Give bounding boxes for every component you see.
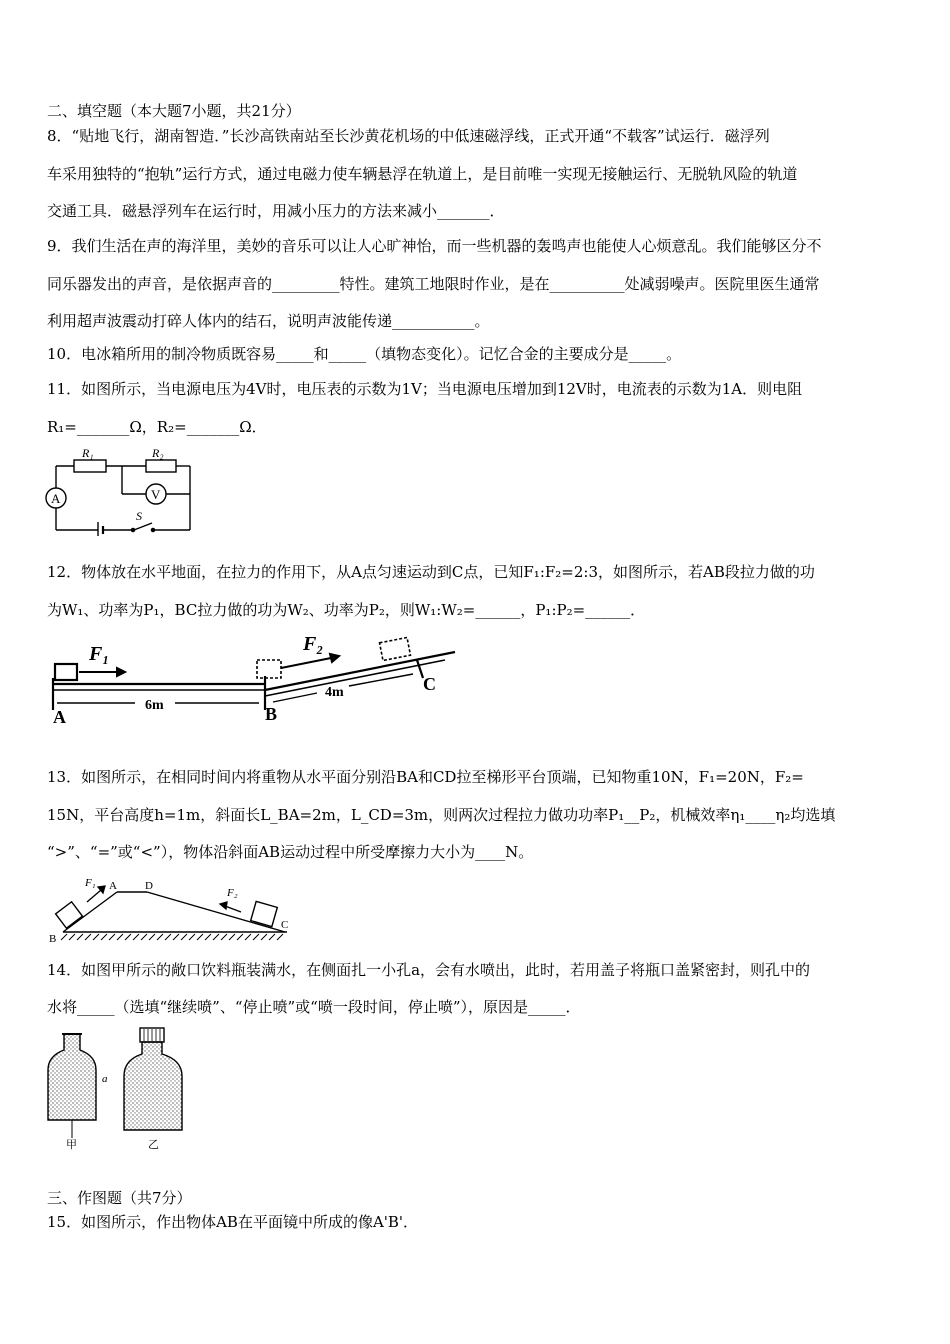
question-15-line-1: 15．如图所示，作出物体AB在平面镜中所成的像A'B'． — [47, 1213, 419, 1231]
label-hole-a: a — [102, 1073, 108, 1085]
question-9-line-3: 利用超声波震动打碎人体内的结石，说明声波能传递___________。 — [47, 312, 490, 330]
label-point-a: A — [109, 880, 117, 892]
question-9-line-2: 同乐器发出的声音，是依据声音的_________特性。建筑工地限时作业，是在__________处减弱噪声。医院里医生通常 — [47, 275, 820, 293]
question-8-line-2: 车采用独特的“抱轨”运行方式，通过电磁力使车辆悬浮在轨道上，是目前唯一实现无接触运行、无脱轨风险的轨道 — [47, 165, 798, 183]
question-14-line-1: 14．如图甲所示的敞口饮料瓶装满水，在侧面扎一小孔a，会有水喷出，此时，若用盖子将瓶口盖紧密封，则孔中的 — [47, 961, 811, 979]
bottle-left — [48, 1034, 96, 1120]
label-ammeter: A — [51, 491, 61, 506]
label-f2: F₂ — [303, 633, 324, 655]
question-13-line-1: 13．如图所示，在相同时间内将重物从水平面分别沿BA和CD拉至梯形平台顶端，已知物重10N，F₁=20N，F₂= — [47, 768, 804, 786]
bottle-right — [124, 1042, 182, 1130]
block-at-b — [257, 660, 281, 678]
label-point-c: C — [423, 674, 436, 694]
label-f1: F₁ — [85, 877, 96, 889]
block-at-a — [55, 664, 77, 680]
section-heading-fill-blank: 二、填空题（本大题7小题，共21分） — [47, 102, 301, 120]
label-f2: F₂ — [227, 887, 238, 899]
label-point-a: A — [53, 707, 66, 725]
label-f1: F₁ — [89, 643, 110, 665]
label-point-b: B — [265, 704, 278, 724]
section-heading-drawing: 三、作图题（共7分） — [47, 1189, 192, 1207]
question-11-line-1: 11．如图所示，当电源电压为4V时，电压表的示数为1V；当电源电压增加到12V时，电流表的示数为1A．则电阻 — [47, 380, 803, 398]
label-point-b: B — [49, 933, 57, 945]
trapezoid-platform-diagram — [45, 868, 295, 946]
question-12-line-2: 为W₁、功率为P₁，BC拉力做的功为W₂、功率为P₂，则W₁:W₂=______，P₁:P₂=______． — [47, 601, 646, 619]
switch-blade — [134, 523, 152, 530]
question-10-line-1: 10．电冰箱所用的制冷物质既容易_____和_____（填物态变化）。记忆合金的主要成分是_____。 — [47, 345, 682, 363]
question-13-line-3: “>”、“=”或“<”），物体沿斜面AB运动过程中所受摩擦力大小为____N。 — [47, 843, 534, 861]
label-r1: R₁ — [82, 446, 94, 460]
question-14-line-2: 水将_____（选填“继续喷”、“停止喷”或“喷一段时间，停止喷”），原因是_____． — [47, 998, 581, 1016]
label-left-bottle: 甲 — [66, 1139, 77, 1151]
bottles-diagram — [40, 1026, 200, 1156]
label-point-c: C — [281, 919, 289, 931]
label-distance-ab: 6m — [145, 698, 164, 713]
resistor-r2 — [146, 460, 176, 472]
label-switch: S — [136, 509, 142, 523]
question-8-line-1: 8．“贴地飞行，湖南智造．”长沙高铁南站至长沙黄花机场的中低速磁浮线，正式开通“不载客”试运行．磁浮列 — [47, 127, 770, 145]
question-12-line-1: 12．物体放在水平地面，在拉力的作用下，从A点匀速运动到C点，已知F₁:F₂=2:3，如图所示，若AB段拉力做的功 — [47, 563, 815, 581]
question-11-line-2: R₁=_______Ω，R₂=_______Ω． — [47, 418, 267, 436]
question-13-line-2: 15N，平台高度h=1m，斜面长L_BA=2m，L_CD=3m，则两次过程拉力做功功率P₁__P₂，机械效率η₁____η₂均选填 — [47, 806, 836, 824]
block-on-ba — [56, 902, 83, 928]
label-distance-bc: 4m — [325, 685, 344, 700]
resistor-r1 — [74, 460, 106, 472]
incline-pull-diagram — [45, 630, 465, 725]
question-8-line-3: 交通工具．磁悬浮列车在运行时，用减小压力的方法来减小_______． — [47, 202, 505, 220]
label-point-d: D — [145, 880, 153, 892]
block-near-c — [380, 637, 411, 660]
label-right-bottle: 乙 — [148, 1139, 159, 1151]
label-r2: R₂ — [152, 446, 164, 460]
question-9-line-1: 9．我们生活在声的海洋里，美妙的音乐可以让人心旷神怡，而一些机器的轰鸣声也能使人心烦意乱。我们能够区分不 — [47, 237, 822, 255]
circuit-diagram — [40, 444, 200, 536]
label-voltmeter: V — [151, 487, 161, 502]
